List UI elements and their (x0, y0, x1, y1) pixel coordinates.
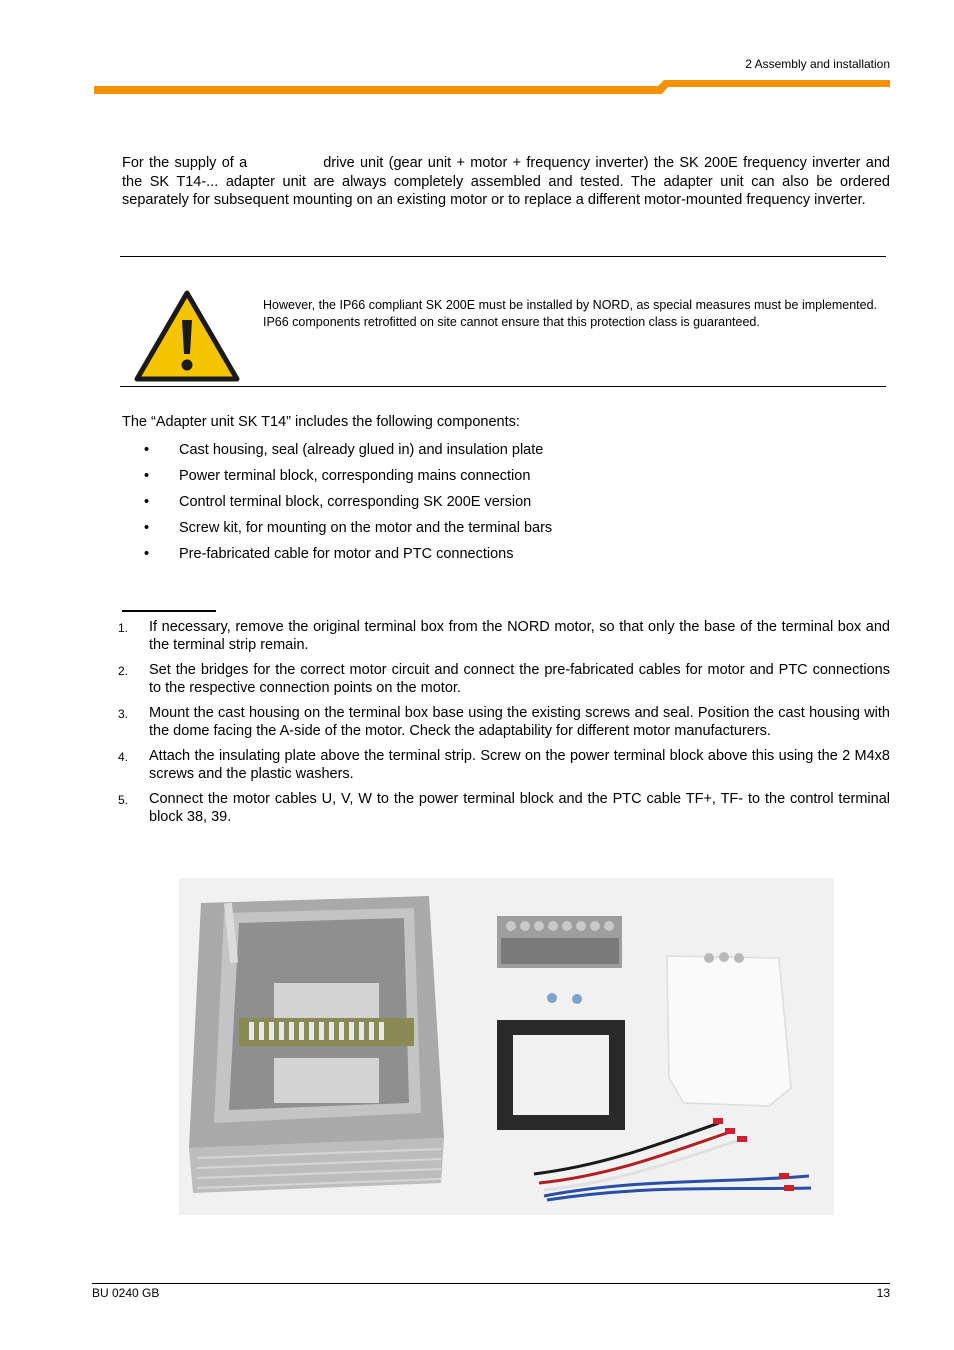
step-text: Connect the motor cables U, V, W to the power terminal block and the PTC cable TF+, TF- to the control terminal block 38, 39. (149, 791, 890, 825)
step-number: 3. (118, 707, 129, 721)
seal-gasket-image (497, 1020, 625, 1130)
list-item: • Screw kit, for mounting on the motor and the terminal bars (122, 518, 552, 544)
footer-rule (92, 1283, 890, 1284)
warning-triangle-icon (134, 290, 240, 382)
insulating-plate-image (667, 952, 791, 1106)
list-item: • Cast housing, seal (already glued in) and insulation plate (122, 440, 552, 466)
step-item (118, 747, 890, 783)
step-text: Attach the insulating plate above the terminal strip. Screw on the power terminal block above this using the 2 M4x8 screws and the plastic washers. (149, 748, 890, 782)
adapter-kit-photo (179, 878, 834, 1215)
control-terminal-block-image (497, 916, 622, 968)
list-item: • Power terminal block, corresponding mains connection (122, 466, 552, 492)
step-text: Set the bridges for the correct motor circuit and connect the pre-fabricated cables for motor and PTC connections to the respective connection points on the motor. (149, 662, 890, 696)
list-item: • Pre-fabricated cable for motor and PTC connections (122, 544, 552, 570)
installation-steps (118, 618, 890, 833)
components-list (122, 440, 552, 570)
warning-text: However, the IP66 compliant SK 200E must be installed by NORD, as special measures must be implemented. IP66 components retrofitted on site cannot ensure that this protection class is guaranteed. (263, 298, 877, 329)
step-text: Mount the cast housing on the terminal box base using the existing screws and seal. Position the cast housing with the dome facing the A-side of the motor. Check the adaptability for different motor manufacturers. (149, 705, 890, 739)
step-item (118, 661, 890, 697)
step-item (118, 618, 890, 654)
cast-housing-image (189, 896, 444, 1193)
intro-text-start: For the supply of a (122, 155, 248, 171)
running-header: 2 Assembly and installation (745, 57, 890, 71)
step-number: 1. (118, 621, 129, 635)
header-accent-bar (94, 80, 890, 94)
step-text: If necessary, remove the original terminal box from the NORD motor, so that only the base of the terminal box and the terminal strip remain. (149, 619, 890, 653)
list-item: • Control terminal block, corresponding SK 200E version (122, 492, 552, 518)
warning-top-rule (120, 256, 886, 257)
page-number: 13 (876, 1286, 890, 1300)
document-code: BU 0240 GB (92, 1286, 160, 1300)
step-item (118, 790, 890, 826)
section-rule (122, 610, 216, 612)
step-number: 2. (118, 664, 129, 678)
step-number: 4. (118, 750, 129, 764)
intro-text-rest: drive unit (gear unit + motor + frequency inverter) the SK 200E frequency inverter and the SK T14-... adapter unit are always completely assembled and tested. The adapter unit can also be ordered separately for subsequent mounting on an existing motor or to replace a different motor-mounted frequency inverter. (122, 155, 890, 208)
components-intro: The “Adapter unit SK T14” includes the following components: (122, 414, 520, 430)
step-number: 5. (118, 793, 129, 807)
warning-bottom-rule (120, 386, 886, 387)
step-item (118, 704, 890, 740)
intro-paragraph (122, 154, 890, 210)
